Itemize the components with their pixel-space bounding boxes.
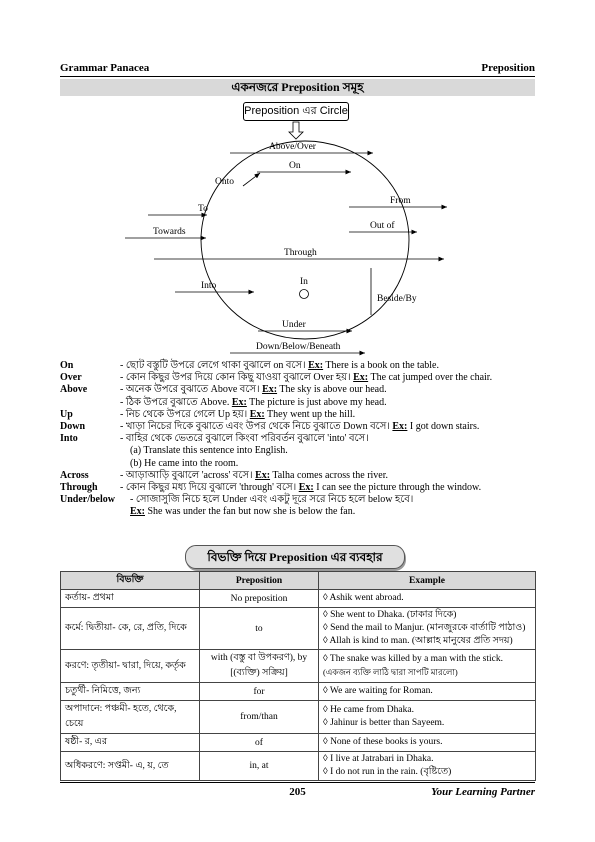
circle-title-box: Preposition এর Circle (243, 102, 349, 121)
def-desc: - কোন কিছুর মধ্য দিয়ে বুঝালে 'through' বসে। Ex: I can see the picture through the window. (120, 482, 482, 494)
label-on: On (289, 161, 301, 171)
def-row (60, 360, 540, 372)
header-divider (60, 76, 535, 77)
def-row (60, 433, 540, 445)
table-row (61, 608, 536, 650)
def-term: Under/below (60, 494, 115, 506)
header-left: Grammar Panacea (60, 62, 150, 74)
footer-divider (60, 782, 535, 783)
label-onto: Onto (215, 177, 234, 187)
def-desc: - অনেক উপরে বুঝাতে Above বসে। Ex: The sky is above our head. (120, 384, 387, 396)
cell-preposition: to (200, 608, 319, 650)
def-term: Down (60, 421, 86, 433)
cell-example: ◊ The snake was killed by a man with the stick. (একজন ব্যক্তি লাঠি দ্বারা সাপটি মারলো) (319, 650, 536, 683)
cell-bibhakti: করণে: তৃতীয়া- দ্বারা, দিয়ে, কর্তৃক (61, 650, 200, 683)
header-right: Preposition (481, 62, 535, 74)
def-row (60, 409, 540, 421)
cell-preposition: with (বস্তু বা উপকরণ), by [(ব্যক্তি) সক্রিয়] (200, 650, 319, 683)
label-out-of: Out of (370, 221, 395, 231)
into-example-b: (b) He came into the room. (130, 457, 239, 469)
column-header: Example (319, 572, 536, 590)
cell-bibhakti: অধিকরণে: সপ্তমী- এ, য়, তে (61, 752, 200, 781)
cell-bibhakti: কর্মে: দ্বিতীয়া- কে, রে, প্রতি, দিকে (61, 608, 200, 650)
def-term (60, 397, 120, 409)
def-desc: - সোজাসুজি নিচে হলে Under এবং একটু দূরে সরে নিচে হলে below হবে। (130, 494, 414, 506)
table-row (61, 701, 536, 734)
def-desc: - বাহির থেকে ভেতরে বুঝালে কিংবা পরিবর্তন বুঝালে 'into' বসে। (120, 433, 369, 445)
def-term: Through (60, 482, 98, 494)
definitions-list (60, 360, 540, 519)
column-header: বিভক্তি (61, 572, 200, 590)
arrow-onto (243, 173, 260, 186)
def-term: Over (60, 372, 82, 384)
cell-example: ◊ I live at Jatrabari in Dhaka. ◊ I do not run in the rain. (বৃষ্টিতে) (319, 752, 536, 781)
def-term: Above (60, 384, 88, 396)
label-towards: Towards (153, 227, 186, 237)
def-desc: - কোন কিছুর উপর দিয়ে কোন কিছু যাওয়া বুঝালে Over হয়। Ex: The cat jumped over the chair. (120, 372, 493, 384)
def-desc: - নিচ থেকে উপরে গেলে Up হয়। Ex: They went up the hill. (120, 408, 356, 420)
table-row (61, 683, 536, 701)
section-title-pill: বিভক্তি দিয়ে Preposition এর ব্যবহার (185, 545, 405, 569)
bibhakti-table (60, 571, 536, 781)
cell-example: ◊ We are waiting for Roman. (319, 683, 536, 701)
down-arrow-icon (289, 122, 303, 139)
cell-bibhakti: কর্তায়- প্রথমা (61, 590, 200, 608)
cell-preposition: for (200, 683, 319, 701)
def-row (60, 482, 540, 494)
page-number: 205 (289, 786, 306, 798)
page-title: একনজরে Preposition সমূহ (60, 79, 535, 96)
def-term: Across (60, 469, 89, 481)
table-row (61, 650, 536, 683)
cell-example: ◊ Ashik went abroad. (319, 590, 536, 608)
label-beside-by: Beside/By (377, 294, 417, 304)
def-row (60, 397, 540, 409)
def-desc: - আড়াআড়ি বুঝালে 'across' বসে। Ex: Talha comes across the river. (120, 469, 389, 481)
def-row (60, 372, 540, 384)
def-row (60, 470, 540, 482)
label-above-over: Above/Over (269, 142, 316, 152)
under-example: Ex: She was under the fan but now she is below the fan. (130, 506, 356, 518)
table-row (61, 734, 536, 752)
cell-example: ◊ He came from Dhaka. ◊ Jahinur is better than Sayeem. (319, 701, 536, 734)
def-row (60, 494, 540, 506)
def-term: Into (60, 433, 78, 445)
table-row (61, 590, 536, 608)
table-header-row (61, 572, 536, 590)
label-through: Through (284, 248, 317, 258)
circle-shape (201, 141, 409, 339)
def-row (60, 421, 540, 433)
label-under: Under (282, 320, 306, 330)
label-into: Into (201, 281, 217, 291)
cell-bibhakti: চতুর্থী- নিমিত্তে, জন্য (61, 683, 200, 701)
diagram-svg (60, 120, 535, 360)
cell-example: ◊ She went to Dhaka. (ঢাকার দিকে) ◊ Send the mail to Manjur. (মানজুরকে বার্তাটি পাঠাও) ◊ Allah is kind to man. (আল্লাহ মানুষের প্রতি সদয়) (319, 608, 536, 650)
def-desc: - খাড়া নিচের দিকে বুঝাতে এবং উপর থেকে নিচে বুঝাতে Down বসে। Ex: I got down stairs. (120, 421, 480, 433)
cell-example: ◊ None of these books is yours. (319, 734, 536, 752)
cell-preposition: No preposition (200, 590, 319, 608)
def-row (60, 384, 540, 396)
preposition-circle-diagram (60, 120, 535, 360)
def-term: On (60, 360, 74, 371)
cell-bibhakti: ষষ্ঠী- র, এর (61, 734, 200, 752)
label-to: To (198, 204, 208, 214)
cell-preposition: of (200, 734, 319, 752)
label-in: In (300, 277, 308, 287)
label-down-below: Down/Below/Beneath (256, 342, 341, 352)
cell-bibhakti: অপাদানে: পঞ্চমী- হতে, থেকে, চেয়ে (61, 701, 200, 734)
footer-tagline: Your Learning Partner (431, 786, 535, 798)
def-term: Up (60, 408, 73, 420)
cell-preposition: in, at (200, 752, 319, 781)
in-dot (300, 290, 309, 299)
table-row (61, 752, 536, 781)
column-header: Preposition (200, 572, 319, 590)
into-example-a: (a) Translate this sentence into English. (130, 445, 288, 457)
def-desc: - ঠিক উপরে বুঝাতে Above. Ex: The picture is just above my head. (120, 396, 387, 408)
def-desc: - ছোট বস্তুটি উপরে লেগে থাকা বুঝালে on বসে। Ex: There is a book on the table. (120, 360, 439, 371)
cell-preposition: from/than (200, 701, 319, 734)
label-from: From (390, 196, 411, 206)
